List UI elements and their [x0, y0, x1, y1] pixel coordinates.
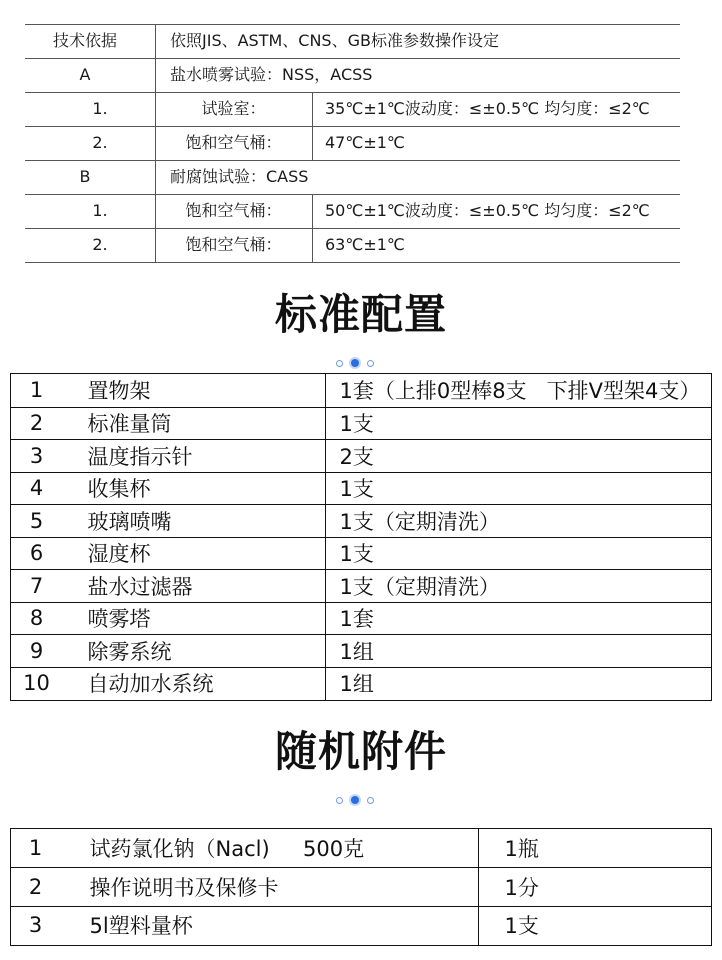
spec-value: 依照JIS、ASTM、CNS、GB标准参数操作设定: [170, 31, 499, 50]
row-number: 10: [23, 671, 50, 696]
spec-row: [25, 24, 680, 58]
row-number: 1: [28, 836, 43, 861]
row-item: 湿度杯: [87, 542, 151, 567]
spec-item-name: 饱和空气桶：: [185, 201, 282, 220]
row-quantity: 2支: [339, 444, 374, 469]
table-row: [11, 667, 711, 700]
table-row: [11, 504, 711, 537]
row-item: 自动加水系统: [87, 672, 214, 697]
row-item: 5l塑料量杯: [89, 914, 193, 939]
table-row: [11, 537, 711, 570]
row-item: 试药氯化钠（Nacl) 500克: [89, 837, 365, 862]
row-number: 3: [28, 913, 43, 938]
row-number: 3: [29, 443, 44, 468]
row-quantity: 1支: [339, 412, 374, 437]
row-item: 收集杯: [87, 477, 151, 502]
table-row: [11, 906, 711, 944]
row-quantity: 1分: [504, 875, 539, 900]
spec-label: 1.: [92, 99, 108, 118]
row-number: 7: [29, 573, 44, 598]
spec-value: 盐水喷雾试验：NSS，ACSS: [170, 65, 373, 84]
table-row: [11, 407, 711, 440]
spec-label: 技术依据: [52, 31, 117, 50]
spec-item-name: 饱和空气桶：: [185, 133, 282, 152]
indicator-dot-active-icon: [351, 796, 359, 804]
spec-row: [25, 228, 680, 262]
table-row: [11, 472, 711, 505]
row-item: 温度指示针: [87, 444, 193, 469]
row-quantity: 1组: [339, 639, 374, 664]
spec-value: 耐腐蚀试验：CASS: [170, 167, 309, 186]
spec-item-name: 试验室：: [201, 99, 266, 118]
row-item: 玻璃喷嘴: [87, 509, 172, 534]
standard-config-title: 标准配置: [274, 290, 447, 339]
row-quantity: 1支: [504, 914, 539, 939]
row-number: 4: [29, 476, 44, 501]
spec-value: 50℃±1℃波动度：≤±0.5℃ 均匀度：≤2℃: [325, 201, 650, 220]
spec-value: 47℃±1℃: [325, 133, 405, 152]
row-item: 盐水过滤器: [87, 574, 193, 599]
row-quantity: 1组: [339, 672, 374, 697]
table-row: [11, 374, 711, 407]
spec-label: B: [79, 167, 91, 186]
row-number: 9: [29, 638, 44, 663]
spec-row: [25, 126, 680, 160]
table-row: [11, 634, 711, 667]
row-quantity: 1套: [339, 607, 374, 632]
row-quantity: 1支: [339, 477, 374, 502]
indicator-dot-icon: [336, 360, 343, 367]
page-indicator-dots: [336, 359, 376, 367]
spec-row: [25, 194, 680, 228]
row-quantity: 1支: [339, 542, 374, 567]
accessories-table: [10, 828, 712, 946]
row-item: 喷雾塔: [87, 607, 151, 632]
spec-row: [25, 160, 680, 194]
spec-item-name: 饱和空气桶：: [185, 235, 282, 254]
spec-label: A: [79, 65, 91, 84]
row-number: 2: [28, 874, 43, 899]
table-row: [11, 829, 711, 867]
spec-row: [25, 92, 680, 126]
row-item: 除雾系统: [87, 639, 172, 664]
table-row: [11, 569, 711, 602]
spec-divider: [25, 262, 680, 263]
row-quantity: 1支（定期清洗）: [339, 574, 500, 599]
row-item: 操作说明书及保修卡: [89, 875, 279, 900]
row-number: 2: [29, 411, 44, 436]
spec-table: [25, 24, 680, 262]
spec-value: 35℃±1℃波动度：≤±0.5℃ 均匀度：≤2℃: [325, 99, 650, 118]
accessories-title: 随机附件: [274, 727, 447, 776]
indicator-dot-icon: [367, 360, 374, 367]
row-item: 标准量筒: [87, 412, 172, 437]
row-number: 6: [29, 541, 44, 566]
standard-config-table: [10, 373, 712, 701]
row-item: 置物架: [87, 379, 151, 404]
indicator-dot-active-icon: [351, 359, 359, 367]
spec-row: [25, 58, 680, 92]
table-row: [11, 602, 711, 635]
row-number: 8: [29, 606, 44, 631]
row-number: 1: [29, 378, 44, 403]
spec-label: 1.: [92, 201, 108, 220]
indicator-dot-icon: [367, 797, 374, 804]
row-quantity: 1套（上排0型棒8支 下排V型架4支）: [339, 379, 701, 404]
indicator-dot-icon: [336, 797, 343, 804]
row-quantity: 1瓶: [504, 837, 539, 862]
page-indicator-dots: [336, 796, 376, 804]
table-row: [11, 867, 711, 905]
row-quantity: 1支（定期清洗）: [339, 509, 500, 534]
spec-label: 2.: [92, 133, 108, 152]
row-number: 5: [29, 508, 44, 533]
spec-value: 63℃±1℃: [325, 235, 405, 254]
table-row: [11, 439, 711, 472]
spec-label: 2.: [92, 235, 108, 254]
